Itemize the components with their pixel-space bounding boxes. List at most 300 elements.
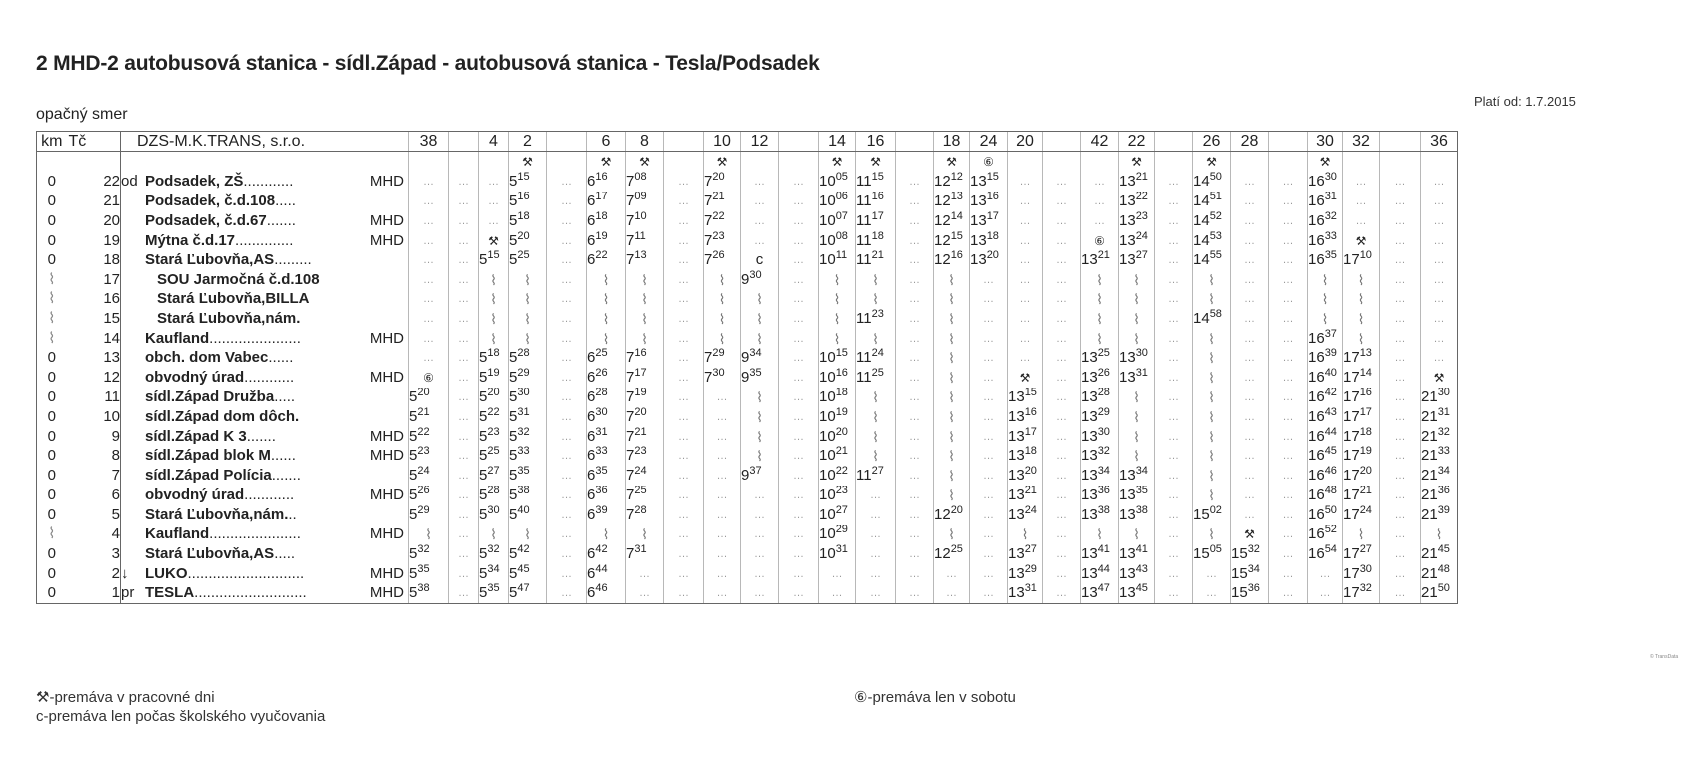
departure-time: … [1231, 427, 1269, 447]
departure-time: $5^{35}$ [479, 583, 509, 603]
stop-row [37, 564, 1496, 584]
departure-time: $13^{34}$ [1119, 466, 1155, 486]
departure-time: $7^{13}$ [626, 250, 664, 270]
departure-time: $13^{41}$ [1119, 544, 1155, 564]
departure-time: … [934, 564, 970, 584]
departure-time: ⌇ [819, 329, 856, 349]
trip-number: 22 [1119, 132, 1155, 152]
departure-time: … [856, 583, 896, 603]
departure-time: $5^{29}$ [409, 505, 449, 525]
departure-time: … [896, 446, 934, 466]
trip-symbol: ⚒ [587, 152, 626, 173]
departure-time: … [741, 211, 779, 231]
departure-time: … [664, 446, 704, 466]
departure-time: $6^{19}$ [587, 231, 626, 251]
departure-time: … [547, 505, 587, 525]
departure-time: … [896, 486, 934, 506]
stop-name: pr TESLA........................... MHD [121, 583, 409, 603]
departure-time: … [409, 309, 449, 329]
departure-time: … [1269, 427, 1308, 447]
departure-time: $13^{30}$ [1119, 348, 1155, 368]
departure-time: … [547, 329, 587, 349]
departure-time: … [1155, 270, 1193, 290]
stop-km: ⌇ [37, 525, 67, 545]
departure-time: $5^{38}$ [409, 583, 449, 603]
departure-time: ⌇ [1343, 329, 1380, 349]
trip-symbol [479, 152, 509, 173]
stop-tc: 4 [111, 525, 120, 543]
stop-name: sídl.Západ blok M...... MHD [121, 446, 409, 466]
departure-time: … [741, 192, 779, 212]
departure-time: $14^{53}$ [1193, 231, 1231, 251]
departure-time: … [449, 250, 479, 270]
departure-time: … [664, 172, 704, 192]
departure-time: … [479, 172, 509, 192]
departure-time: … [896, 231, 934, 251]
departure-time: … [1380, 388, 1421, 408]
trip-number: 4 [479, 132, 509, 152]
departure-time: … [1043, 172, 1081, 192]
departure-time: … [704, 583, 741, 603]
stop-name: Stará Ľubovňa,AS......... [121, 250, 409, 270]
departure-time: … [970, 486, 1008, 506]
stop-km: ⌇ [37, 309, 67, 329]
stop-km: 0 [37, 407, 67, 427]
departure-time: $5^{28}$ [509, 348, 547, 368]
departure-time: ⌇ [741, 427, 779, 447]
departure-time: … [1231, 368, 1269, 388]
departure-time: … [449, 309, 479, 329]
departure-time: $10^{22}$ [819, 466, 856, 486]
departure-time: $7^{26}$ [704, 250, 741, 270]
departure-time: ⌇ [587, 309, 626, 329]
departure-time: … [1380, 231, 1421, 251]
stop-tc: 2 [111, 564, 120, 582]
departure-time: … [1269, 192, 1308, 212]
stop-name: sídl.Západ dom dôch. [121, 407, 409, 427]
stop-row [37, 172, 1496, 192]
departure-time: … [479, 192, 509, 212]
trip-symbol: ⚒ [1308, 152, 1343, 173]
departure-time: $5^{30}$ [509, 388, 547, 408]
departure-time: … [547, 407, 587, 427]
departure-time: … [1155, 427, 1193, 447]
km-header: km [37, 132, 67, 152]
stop-km: 0 [37, 583, 67, 603]
departure-time: … [664, 505, 704, 525]
stop-row [37, 309, 1496, 329]
trip-number [664, 132, 704, 152]
departure-time: $13^{29}$ [1008, 564, 1043, 584]
departure-time: $5^{23}$ [479, 427, 509, 447]
departure-time: ⌇ [704, 309, 741, 329]
departure-time: $14^{51}$ [1193, 192, 1231, 212]
departure-time: … [1269, 231, 1308, 251]
departure-time: $13^{25}$ [1081, 348, 1119, 368]
departure-time: ⌇ [1119, 388, 1155, 408]
stop-row [37, 388, 1496, 408]
departure-time: ⌇ [934, 309, 970, 329]
departure-time: $7^{23}$ [626, 446, 664, 466]
departure-time: ⌇ [1193, 486, 1231, 506]
departure-time: $21^{32}$ [1421, 427, 1458, 447]
departure-time: … [1043, 446, 1081, 466]
departure-time: $6^{18}$ [587, 211, 626, 231]
departure-time: $5^{20}$ [509, 231, 547, 251]
departure-time: … [1231, 211, 1269, 231]
stop-name: ↓ LUKO............................ MHD [121, 564, 409, 584]
departure-time: $5^{35}$ [409, 564, 449, 584]
departure-time: ⌇ [741, 407, 779, 427]
departure-time: … [1155, 368, 1193, 388]
stop-row [37, 270, 1496, 290]
departure-time: $10^{27}$ [819, 505, 856, 525]
departure-time: $10^{15}$ [819, 348, 856, 368]
departure-time: … [934, 583, 970, 603]
departure-time: … [896, 192, 934, 212]
departure-time: … [1269, 583, 1308, 603]
stop-km: 0 [37, 231, 67, 251]
departure-time: $7^{30}$ [704, 368, 741, 388]
departure-time: $16^{45}$ [1308, 446, 1343, 466]
departure-time: ⌇ [1343, 290, 1380, 310]
stop-km: 0 [37, 172, 67, 192]
departure-time: $16^{42}$ [1308, 388, 1343, 408]
departure-time: $6^{22}$ [587, 250, 626, 270]
departure-time: … [1008, 270, 1043, 290]
departure-time: $13^{36}$ [1081, 486, 1119, 506]
departure-time: … [896, 583, 934, 603]
departure-time: … [970, 388, 1008, 408]
departure-time: … [856, 486, 896, 506]
departure-time: $13^{24}$ [1119, 231, 1155, 251]
stop-km: 0 [37, 348, 67, 368]
departure-time: … [1380, 446, 1421, 466]
departure-time: … [449, 231, 479, 251]
departure-time: $13^{21}$ [1008, 486, 1043, 506]
departure-time: … [1043, 211, 1081, 231]
departure-time: $13^{22}$ [1119, 192, 1155, 212]
departure-time: … [1043, 270, 1081, 290]
departure-time: … [1380, 525, 1421, 545]
departure-time: $7^{20}$ [704, 172, 741, 192]
stop-km: 0 [37, 564, 67, 584]
departure-time: … [1043, 231, 1081, 251]
departure-time: … [1043, 368, 1081, 388]
trip-number: 8 [626, 132, 664, 152]
departure-time: … [856, 564, 896, 584]
departure-time: … [1343, 211, 1380, 231]
trip-symbol [1155, 152, 1193, 173]
stop-name: Stará Ľubovňa,nám... [121, 505, 409, 525]
trip-symbol [779, 152, 819, 173]
departure-time: … [1380, 368, 1421, 388]
departure-time: … [741, 486, 779, 506]
departure-time: $13^{26}$ [1081, 368, 1119, 388]
departure-time: … [1155, 348, 1193, 368]
departure-time: ⌇ [934, 466, 970, 486]
departure-time: … [704, 525, 741, 545]
departure-time: ⌇ [1119, 290, 1155, 310]
stop-name: sídl.Západ Polícia....... [121, 466, 409, 486]
departure-time: … [741, 231, 779, 251]
departure-time: ⌇ [1119, 329, 1155, 349]
trip-number [449, 132, 479, 152]
departure-time: … [626, 583, 664, 603]
departure-time: $12^{12}$ [934, 172, 970, 192]
departure-time: $6^{31}$ [587, 427, 626, 447]
departure-time: … [704, 486, 741, 506]
departure-time: $7^{24}$ [626, 466, 664, 486]
stop-km: 0 [37, 388, 67, 408]
departure-time: … [1421, 348, 1458, 368]
departure-time: … [1269, 505, 1308, 525]
trip-symbol: ⚒ [626, 152, 664, 173]
stop-row [37, 427, 1496, 447]
departure-time: … [779, 427, 819, 447]
departure-time: $17^{32}$ [1343, 583, 1380, 603]
departure-time: … [896, 525, 934, 545]
departure-time: ⌇ [819, 270, 856, 290]
trip-number: 6 [587, 132, 626, 152]
departure-time: $10^{05}$ [819, 172, 856, 192]
departure-time: $17^{10}$ [1343, 250, 1380, 270]
departure-time: ⌇ [934, 486, 970, 506]
stop-name: Stará Ľubovňa,AS..... [121, 544, 409, 564]
departure-time: $15^{34}$ [1231, 564, 1269, 584]
departure-time: … [1380, 270, 1421, 290]
departure-time: $14^{55}$ [1193, 250, 1231, 270]
departure-time: ⌇ [1119, 446, 1155, 466]
departure-time: … [1155, 211, 1193, 231]
departure-time: … [1269, 329, 1308, 349]
departure-time: $7^{22}$ [704, 211, 741, 231]
departure-time: … [449, 427, 479, 447]
departure-time: … [856, 544, 896, 564]
departure-time: … [1155, 525, 1193, 545]
departure-time: $16^{54}$ [1308, 544, 1343, 564]
stop-tc: 7 [111, 466, 120, 484]
departure-time: … [664, 466, 704, 486]
departure-time: $11^{16}$ [856, 192, 896, 212]
trip-symbol: ⚒ [819, 152, 856, 173]
departure-time: $11^{21}$ [856, 250, 896, 270]
departure-time: … [449, 486, 479, 506]
departure-time: … [970, 427, 1008, 447]
departure-time: … [856, 505, 896, 525]
departure-time: $5^{20}$ [479, 388, 509, 408]
departure-time: ⌇ [934, 329, 970, 349]
stop-tc: 18 [103, 251, 120, 269]
departure-time: $21^{33}$ [1421, 446, 1458, 466]
departure-time: … [779, 564, 819, 584]
departure-time: $5^{19}$ [479, 368, 509, 388]
departure-time: $13^{34}$ [1081, 466, 1119, 486]
departure-time: $11^{25}$ [856, 368, 896, 388]
departure-time: … [896, 407, 934, 427]
trip-symbol [1043, 152, 1081, 173]
departure-time: … [409, 348, 449, 368]
departure-time: $16^{50}$ [1308, 505, 1343, 525]
trip-symbol [741, 152, 779, 173]
departure-time: … [1155, 564, 1193, 584]
stop-km: 0 [37, 505, 67, 525]
departure-time: $15^{05}$ [1193, 544, 1231, 564]
stop-tc: 20 [103, 211, 120, 229]
departure-time: … [1155, 172, 1193, 192]
trip-number: 16 [856, 132, 896, 152]
departure-time: … [896, 505, 934, 525]
departure-time: $12^{20}$ [934, 505, 970, 525]
departure-time: ⌇ [704, 290, 741, 310]
departure-time: ⌇ [1119, 309, 1155, 329]
departure-time: $7^{10}$ [626, 211, 664, 231]
departure-time: … [547, 564, 587, 584]
stop-name: Podsadek, č.d.67....... MHD [121, 211, 409, 231]
departure-time: … [1380, 192, 1421, 212]
departure-time: ⌇ [479, 290, 509, 310]
departure-time: ⌇ [479, 525, 509, 545]
departure-time: … [1421, 211, 1458, 231]
departure-time: … [449, 544, 479, 564]
departure-time: … [1421, 329, 1458, 349]
trip-number: 18 [934, 132, 970, 152]
departure-time: … [1155, 250, 1193, 270]
departure-time: ⌇ [934, 407, 970, 427]
departure-time: … [1155, 486, 1193, 506]
departure-time: … [704, 388, 741, 408]
departure-time: $6^{30}$ [587, 407, 626, 427]
departure-time: $13^{47}$ [1081, 583, 1119, 603]
departure-time: $5^{31}$ [509, 407, 547, 427]
departure-time: … [547, 250, 587, 270]
departure-time: ⌇ [741, 309, 779, 329]
departure-time: … [704, 544, 741, 564]
departure-time: ⌇ [741, 290, 779, 310]
departure-time: ⌇ [1308, 309, 1343, 329]
departure-time: ⌇ [1308, 290, 1343, 310]
departure-time: ⌇ [509, 270, 547, 290]
timetable-title: 2 MHD-2 autobusová stanica - sídl.Západ - autobusová stanica - Tesla/Podsadek [36, 52, 820, 75]
departure-time: … [1155, 466, 1193, 486]
departure-time: … [1043, 309, 1081, 329]
departure-time: ⌇ [626, 270, 664, 290]
trip-number: 26 [1193, 132, 1231, 152]
trip-symbol [1269, 152, 1308, 173]
departure-time: … [449, 505, 479, 525]
departure-time: $13^{31}$ [1119, 368, 1155, 388]
departure-time: ⌇ [1081, 270, 1119, 290]
departure-time: … [779, 231, 819, 251]
departure-time: … [779, 368, 819, 388]
departure-time: … [1155, 231, 1193, 251]
departure-time: $17^{20}$ [1343, 466, 1380, 486]
departure-time: … [547, 544, 587, 564]
departure-time: $10^{18}$ [819, 388, 856, 408]
stop-row [37, 329, 1496, 349]
departure-time: ⌇ [856, 407, 896, 427]
departure-time: … [896, 368, 934, 388]
departure-time: ⌇ [587, 290, 626, 310]
departure-time: … [449, 388, 479, 408]
departure-time: $10^{20}$ [819, 427, 856, 447]
departure-time: … [664, 270, 704, 290]
departure-time: … [1231, 486, 1269, 506]
departure-time: $13^{15}$ [970, 172, 1008, 192]
departure-time: $16^{48}$ [1308, 486, 1343, 506]
departure-time: … [1269, 172, 1308, 192]
departure-time: … [1008, 172, 1043, 192]
departure-time: … [449, 583, 479, 603]
departure-time: ⌇ [819, 309, 856, 329]
departure-time: $16^{37}$ [1308, 329, 1343, 349]
departure-time: … [1269, 446, 1308, 466]
departure-time: $6^{33}$ [587, 446, 626, 466]
departure-time: $7^{29}$ [704, 348, 741, 368]
departure-time: $17^{27}$ [1343, 544, 1380, 564]
departure-time: … [970, 525, 1008, 545]
departure-time: $5^{34}$ [479, 564, 509, 584]
departure-time: $5^{35}$ [509, 466, 547, 486]
departure-time: $5^{23}$ [409, 446, 449, 466]
departure-time: … [449, 348, 479, 368]
departure-time: $13^{31}$ [1008, 583, 1043, 603]
stop-tc: 22 [103, 172, 120, 190]
departure-time: … [970, 368, 1008, 388]
departure-time: ⌇ [1081, 290, 1119, 310]
trip-number: 32 [1343, 132, 1380, 152]
departure-time: ⌇ [1343, 309, 1380, 329]
departure-time: $6^{39}$ [587, 505, 626, 525]
departure-time: $13^{20}$ [970, 250, 1008, 270]
departure-time: $5^{32}$ [509, 427, 547, 447]
departure-time: $9^{30}$ [741, 270, 779, 290]
departure-time: … [664, 192, 704, 212]
departure-time: … [1269, 564, 1308, 584]
stop-name: Podsadek, č.d.108..... [121, 192, 409, 212]
departure-time: … [970, 544, 1008, 564]
departure-time: … [449, 211, 479, 231]
stop-tc: 9 [111, 427, 120, 445]
departure-time: ⌇ [741, 329, 779, 349]
departure-time: $14^{58}$ [1193, 309, 1231, 329]
departure-time: $7^{08}$ [626, 172, 664, 192]
departure-time: $13^{16}$ [1008, 407, 1043, 427]
departure-time: … [449, 290, 479, 310]
departure-time: ⌇ [1193, 466, 1231, 486]
departure-time: … [449, 407, 479, 427]
departure-time: … [896, 250, 934, 270]
departure-time: $16^{44}$ [1308, 427, 1343, 447]
departure-time: $13^{32}$ [1081, 446, 1119, 466]
departure-time: … [741, 172, 779, 192]
stop-row [37, 368, 1496, 388]
departure-time: … [1231, 192, 1269, 212]
departure-time: ⌇ [1081, 329, 1119, 349]
trip-symbol: ⚒ [1119, 152, 1155, 173]
departure-time: $14^{52}$ [1193, 211, 1231, 231]
departure-time: … [409, 250, 449, 270]
departure-time: ⌇ [1119, 525, 1155, 545]
departure-time: … [664, 309, 704, 329]
departure-time: … [1008, 348, 1043, 368]
departure-time: … [1269, 407, 1308, 427]
departure-time: … [1043, 505, 1081, 525]
departure-time: … [1231, 505, 1269, 525]
departure-time: $14^{50}$ [1193, 172, 1231, 192]
departure-time: … [970, 290, 1008, 310]
departure-time: ⌇ [1193, 348, 1231, 368]
